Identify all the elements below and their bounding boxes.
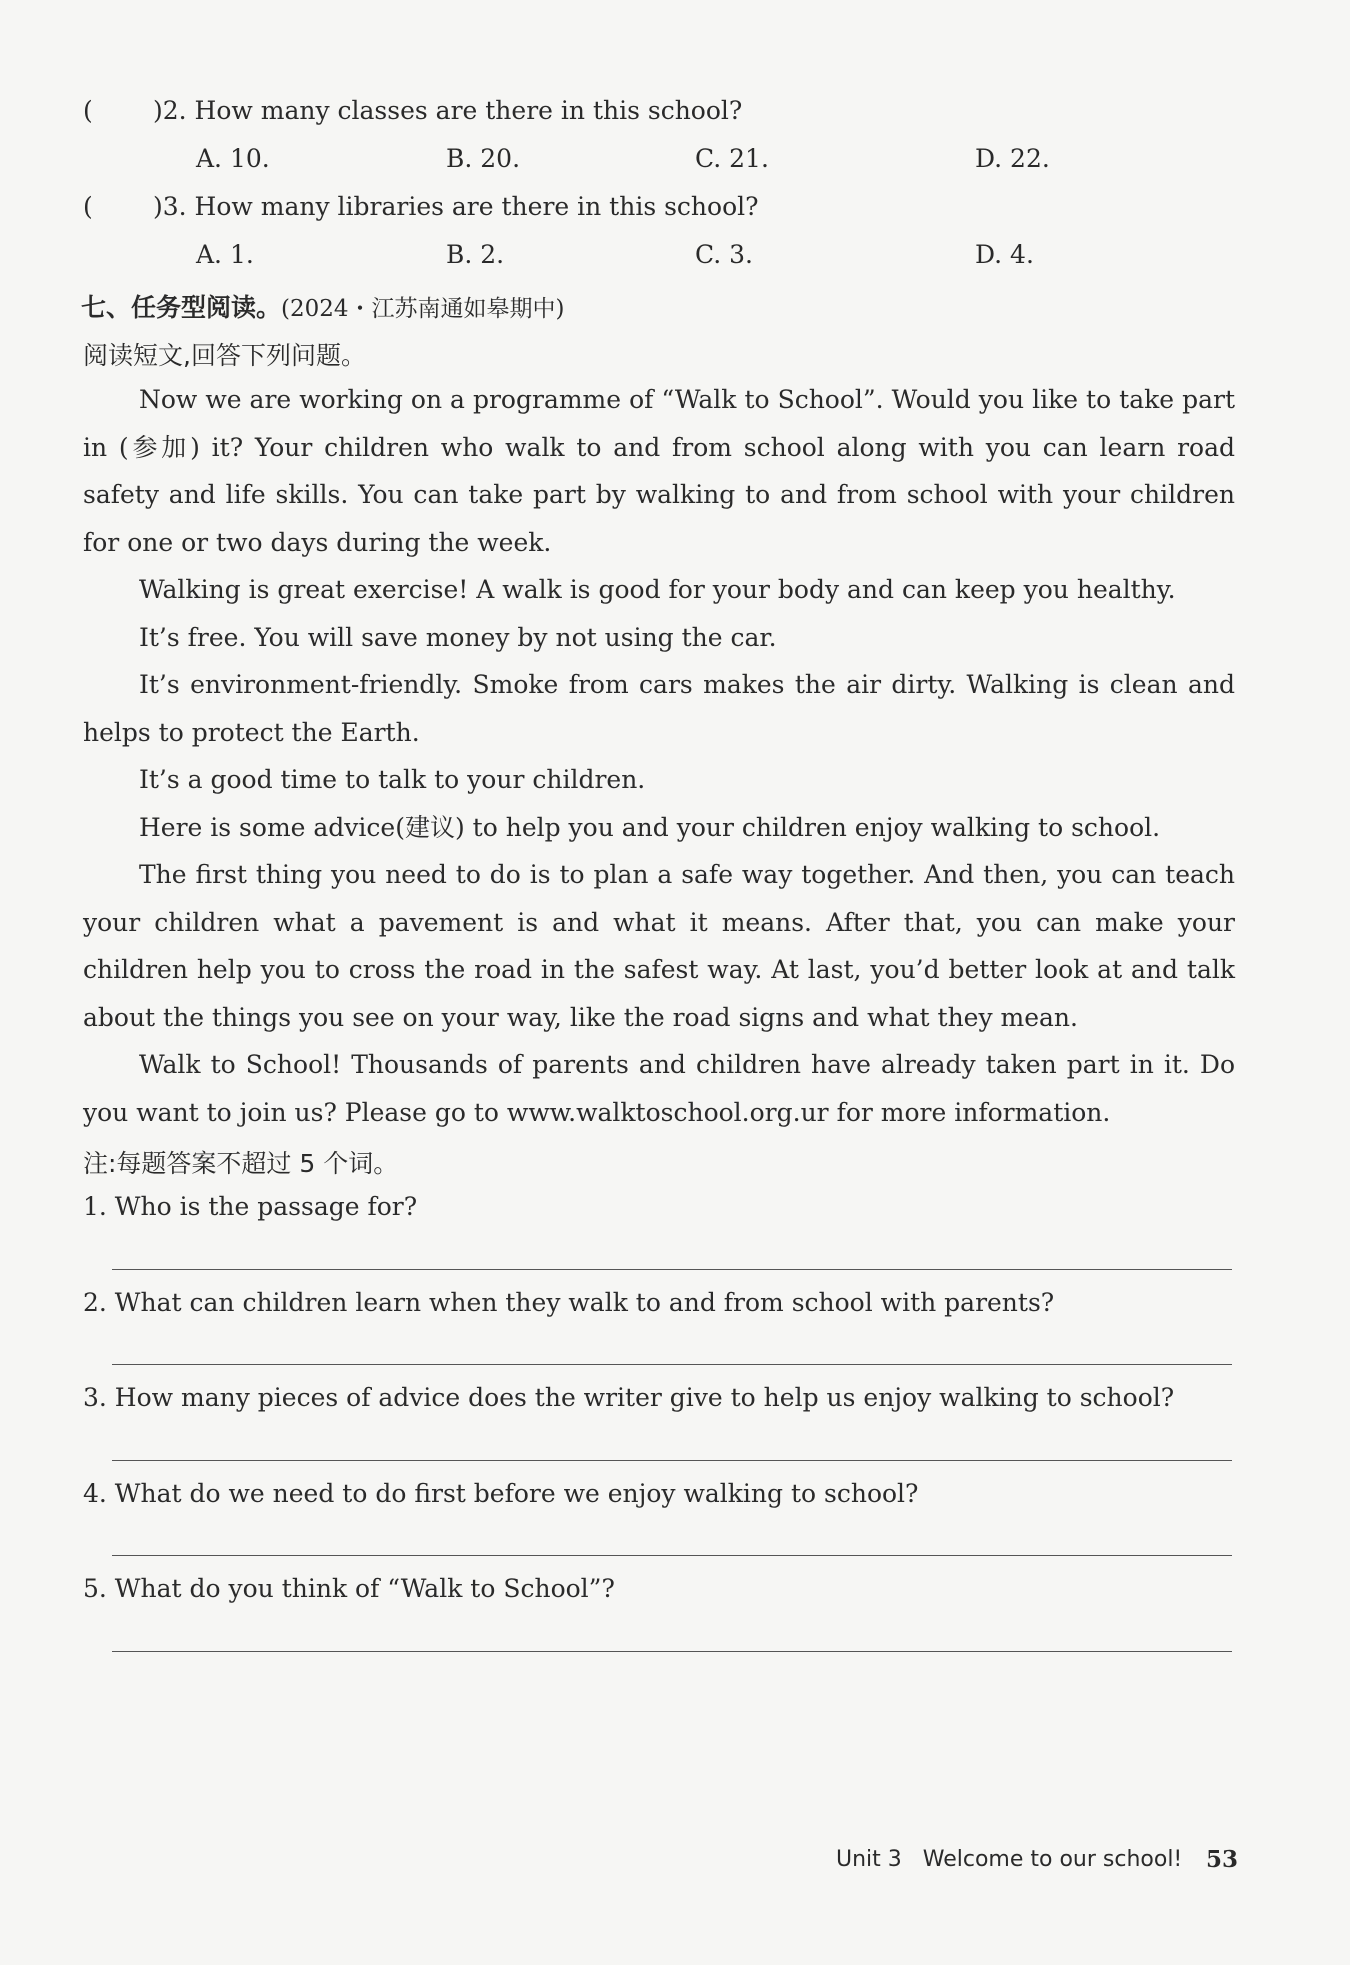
passage-paragraph: Walking is great exercise! A walk is good for your body and can keep you healthy. [139, 575, 1176, 604]
footer-unit-title: Unit 3 Welcome to our school! [836, 1847, 1183, 1872]
answer-line-2[interactable] [112, 1364, 1232, 1365]
passage-paragraph: The first thing you need to do is to plan a safe way together. And then, you can teach your children what a pavement is and what it means. After that, you can make your children help you to cross the road in the safest way. At last, you’d better look at and talk about the things you see on your way, like the road signs and what they mean. [83, 860, 1235, 1032]
answer-line-1[interactable] [112, 1269, 1232, 1270]
answer-line-3[interactable] [112, 1460, 1232, 1461]
passage-paragraph: It’s environment-friendly. Smoke from cars makes the air dirty. Walking is clean and helps to protect the Earth. [83, 670, 1235, 747]
section-instruction: 阅读短文,回答下列问题。 [83, 341, 366, 370]
mc-q2-paren: ( [83, 96, 93, 125]
question-5: 5. What do you think of “Walk to School”? [83, 1574, 615, 1603]
passage-paragraph: It’s free. You will save money by not using the car. [139, 622, 777, 652]
mc-q2-option-a: A. 10. [196, 144, 270, 173]
page-number: 53 [1206, 1846, 1239, 1873]
mc-q2-stem: )2. How many classes are there in this school? [153, 96, 743, 125]
question-3: 3. How many pieces of advice does the writer give to help us enjoy walking to school? [83, 1383, 1175, 1412]
mc-q3-paren: ( [83, 192, 93, 221]
passage-paragraph: It’s a good time to talk to your children. [139, 765, 646, 794]
passage-paragraph: Now we are working on a programme of “Walk to School”. Would you like to take part in (参加) it? Your children who walk to and from school along with you can learn road safety and life skills. You can take part by walking to and from school with your children for one or two days during the week. [83, 385, 1235, 557]
mc-q2-option-b: B. 20. [446, 144, 521, 173]
mc-q3-option-d: D. 4. [975, 240, 1034, 269]
section-source: (2024・江苏南通如皋期中) [281, 296, 565, 322]
question-4: 4. What do we need to do first before we enjoy walking to school? [83, 1479, 919, 1508]
mc-q2-option-d: D. 22. [975, 144, 1050, 173]
passage-paragraph: Here is some advice(建议) to help you and your children enjoy walking to school. [139, 812, 1161, 842]
answer-note: 注:每题答案不超过 5 个词。 [83, 1149, 399, 1178]
mc-q3-option-c: C. 3. [695, 240, 753, 269]
section-heading [81, 288, 565, 324]
question-1: 1. Who is the passage for? [83, 1192, 418, 1221]
answer-line-5[interactable] [112, 1651, 1232, 1652]
reading-passage [83, 376, 1235, 1136]
mc-q2-option-c: C. 21. [695, 144, 769, 173]
answer-line-4[interactable] [112, 1555, 1232, 1556]
mc-q3-option-a: A. 1. [196, 240, 254, 269]
section-title: 七、任务型阅读。 [81, 293, 282, 322]
passage-paragraph: Walk to School! Thousands of parents and children have already taken part in it. Do you want to join us? Please go to www.walktoschool.org.ur for more information. [83, 1050, 1235, 1127]
question-2: 2. What can children learn when they walk to and from school with parents? [83, 1288, 1055, 1317]
mc-q3-option-b: B. 2. [446, 240, 505, 269]
mc-q3-stem: )3. How many libraries are there in this school? [153, 192, 759, 221]
